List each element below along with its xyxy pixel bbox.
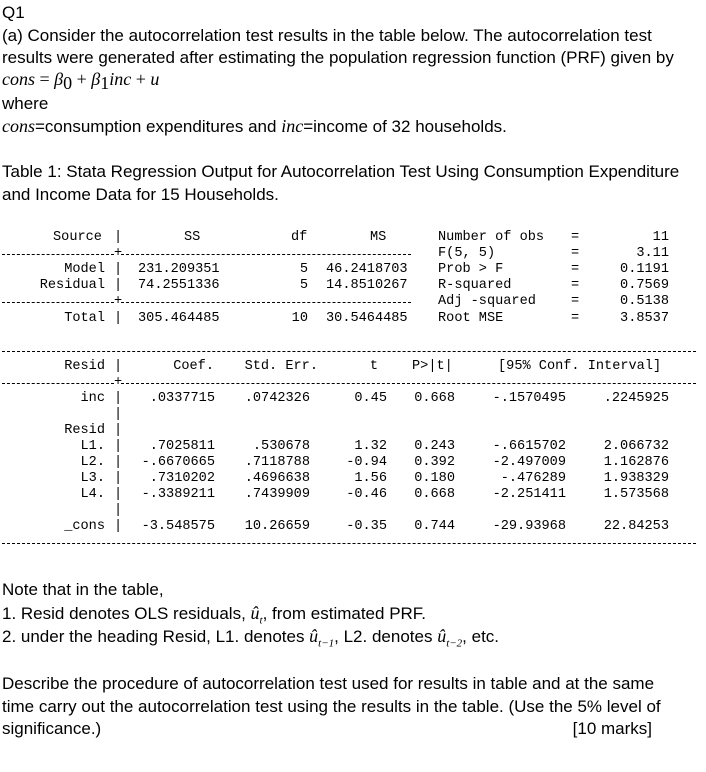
- stat-value: 0.7569: [620, 278, 669, 293]
- note-1: 1. Resid denotes OLS residuals, $û_t$, from estimated PRF.: [2, 603, 427, 627]
- divider: [2, 543, 696, 544]
- stat-label: Root MSE: [438, 311, 504, 326]
- stat-value: 0.5138: [620, 294, 669, 309]
- coef-header-row: Resid | Coef. Std. Err. t P>|t| [95% Conf. Interval]: [0, 359, 706, 375]
- note-2: 2. under the heading Resid, L1. denotes $û_{t-1}$, L2. denotes $û_{t-2}$, etc.: [2, 626, 500, 650]
- intro-line-2: results were generated after estimating the population regression function (PRF) given by: [2, 48, 674, 67]
- stat-label: Number of obs: [438, 230, 545, 245]
- anova-header-source: Source: [53, 230, 102, 245]
- table-caption-line-1: Table 1: Stata Regression Output for Autocorrelation Test Using Consumption Expenditure: [2, 162, 680, 181]
- anova-header-ss: SS: [184, 230, 201, 245]
- notes-intro: Note that in the table,: [2, 580, 164, 599]
- task-line-3: significance.): [2, 719, 102, 738]
- variable-definition: cons=consumption expenditures and inc=income of 32 households.: [2, 116, 507, 136]
- stat-label: Prob > F: [438, 262, 504, 277]
- question-number: Q1: [2, 3, 25, 22]
- anova-row-residual: Residual | 74.2551336 5 14.8510267 R-squared = 0.7569: [39, 278, 669, 293]
- stat-value: 0.1191: [620, 262, 669, 277]
- coef-header-se: Std. Err.: [244, 359, 318, 374]
- coef-header-coef: Coef.: [173, 359, 214, 374]
- stat-value: 3.8537: [620, 311, 669, 326]
- marks-label: [10 marks]: [572, 719, 652, 738]
- where-label: where: [2, 94, 49, 113]
- anova-header-row: Source | SS df MS Number of obs = 11: [53, 230, 669, 245]
- table-caption-line-2: and Income Data for 15 Households.: [2, 185, 279, 204]
- coef-header-t: t: [369, 359, 378, 374]
- coef-row-cons: _cons | -3.548575 10.26659 -0.35 0.744 -29.93968 22.84253: [64, 519, 669, 534]
- stat-value: 3.11: [636, 246, 669, 261]
- anova-row-model: Model | 231.209351 5 46.2418703 Prob > F = 0.1191: [64, 262, 669, 277]
- stat-label: Adj -squared: [438, 294, 536, 309]
- anova-header-df: df: [291, 230, 308, 245]
- coef-header-var: Resid: [64, 359, 105, 374]
- task-line-1: Describe the procedure of autocorrelation test used for results in table and at the same: [2, 674, 655, 693]
- divider: [2, 351, 696, 352]
- coef-header-ci: [95% Conf. Interval]: [498, 359, 662, 374]
- anova-row-total: Total | 305.464485 10 30.5464485 Root MSE = 3.8537: [64, 311, 669, 326]
- stat-label: F(5, 5): [438, 246, 496, 261]
- intro-line-1: (a) Consider the autocorrelation test results in the table below. The autocorrelation test: [2, 26, 652, 45]
- stat-value: 11: [652, 230, 669, 245]
- coef-row-l2: L2. | -.6670665 .7118788 -0.94 0.392 -2.497009 1.162876: [80, 455, 669, 470]
- task-line-2: time carry out the autocorrelation test using the results in the table. (Use the 5% level of: [2, 697, 661, 716]
- coef-row-l1: L1. | .7025811 .530678 1.32 0.243 -.6615702 2.066732: [80, 439, 669, 454]
- coef-row-l4: L4. | -.3389211 .7439909 -0.46 0.668 -2.251411 1.573568: [80, 487, 669, 502]
- coef-group-resid: Resid |: [64, 423, 123, 438]
- prf-equation: cons = $\beta_0 + \beta_1inc + u$: [2, 69, 160, 94]
- coef-row-l3: L3. | .7310202 .4696638 1.56 0.180 -.476289 1.938329: [80, 471, 669, 486]
- coef-header-p: P>|t|: [412, 359, 453, 374]
- stat-label: R-squared: [438, 278, 512, 293]
- coef-row-inc: inc | .0337715 .0742326 0.45 0.668 -.1570495 .2245925: [80, 391, 669, 406]
- anova-header-ms: MS: [370, 230, 387, 245]
